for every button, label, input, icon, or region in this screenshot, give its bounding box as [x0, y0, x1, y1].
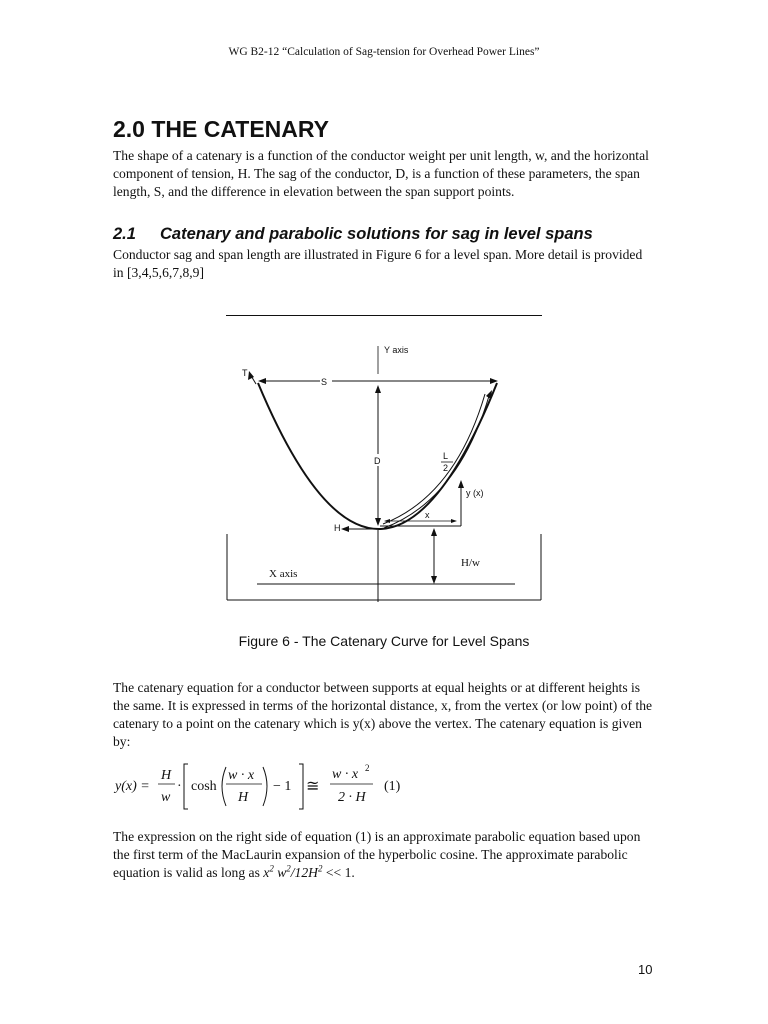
parabolic-paragraph-end: << 1. [322, 865, 355, 880]
right-paren [263, 767, 267, 806]
h-arrow-head [341, 526, 349, 532]
yx-arrow-top [458, 480, 464, 488]
equation-lhs: y(x) = [115, 779, 150, 794]
yx-label: y (x) [466, 488, 484, 498]
tension-label: T [242, 368, 248, 378]
sag-label: D [374, 456, 381, 466]
half-length-denominator: 2 [443, 463, 449, 473]
catenary-equation [113, 760, 413, 812]
x-arrow-right [451, 519, 457, 523]
frac2-denominator: H [238, 790, 249, 805]
frac1-denominator: w [161, 790, 171, 805]
frac1-numerator: H [161, 768, 172, 783]
sag-arrow-top [375, 385, 381, 393]
equation-number: (1) [384, 779, 401, 794]
figure-caption: Figure 6 - The Catenary Curve for Level Spans [238, 633, 530, 649]
half-length-curve-inner [383, 394, 485, 524]
left-bracket [184, 764, 188, 809]
span-label: S [321, 377, 328, 387]
half-length-numerator: L [443, 451, 449, 461]
catenary-explanation-paragraph: The catenary equation for a conductor between supports at equal heights or at different heights is the same. It is expressed in terms of the horizontal distance, x, from the vertex (or low point) of the catenary to a point on the catenary which is y(x) above the vertex. The catenary equation is given by: [113, 680, 653, 749]
parabolic-paragraph-text: The expression on the right side of equation (1) is an approximate parabolic equation based upon the first term of the MacLaurin expansion of the hyperbolic cosine. The approximate parabolic equation is valid as long as [113, 829, 641, 880]
frac3-numerator: w · x [332, 767, 359, 782]
half-length-arrow-top [486, 390, 492, 399]
minus-one: − 1 [273, 779, 292, 794]
half-length-curve [384, 396, 489, 528]
subsection-heading: Catenary and parabolic solutions for sag in level spans [160, 225, 593, 243]
hw-arrow-bottom [431, 576, 437, 584]
subsection-title [113, 225, 593, 244]
page-number: 10 [638, 962, 653, 977]
running-header: WG B2-12 “Calculation of Sag-tension for Overhead Power Lines” [228, 46, 540, 58]
frac3-denominator: 2 · H [338, 790, 366, 805]
catenary-figure [218, 306, 548, 606]
y-axis-label: Y axis [384, 345, 409, 355]
sag-arrow-bottom [375, 518, 381, 526]
parabolic-approximation-paragraph [113, 828, 653, 882]
frac3-superscript: 2 [365, 763, 370, 773]
subsection-intro-paragraph: Conductor sag and span length are illustrated in Figure 6 for a level span. More detail is provided in [3,4,5,6,7,8,9] [113, 247, 643, 280]
section-title: 2.0 THE CATENARY [113, 116, 329, 142]
hw-arrow-top [431, 528, 437, 536]
horizontal-tension-label: H [334, 523, 341, 533]
x-axis-label: X axis [269, 568, 298, 580]
frac2-numerator: w · x [228, 768, 255, 783]
x-distance-label: x [425, 510, 430, 520]
validity-condition: $x^2$ $w^2/12H^2$ [263, 863, 323, 880]
cosh-function: cosh [191, 779, 217, 794]
right-bracket [299, 764, 303, 809]
left-paren [222, 767, 226, 806]
hw-label: H/w [461, 557, 480, 569]
subsection-number: 2.1 [113, 225, 136, 243]
span-arrow-left [258, 378, 266, 384]
dot-operator: · [177, 779, 182, 794]
section-intro-paragraph: The shape of a catenary is a function of the conductor weight per unit length, w, and the horizontal component of tension, H. The sag of the conductor, D, is a function of these parameters, the span length, S, and the difference in elevation between the span support points. [113, 148, 649, 199]
approx-symbol: ≅ [306, 778, 320, 795]
